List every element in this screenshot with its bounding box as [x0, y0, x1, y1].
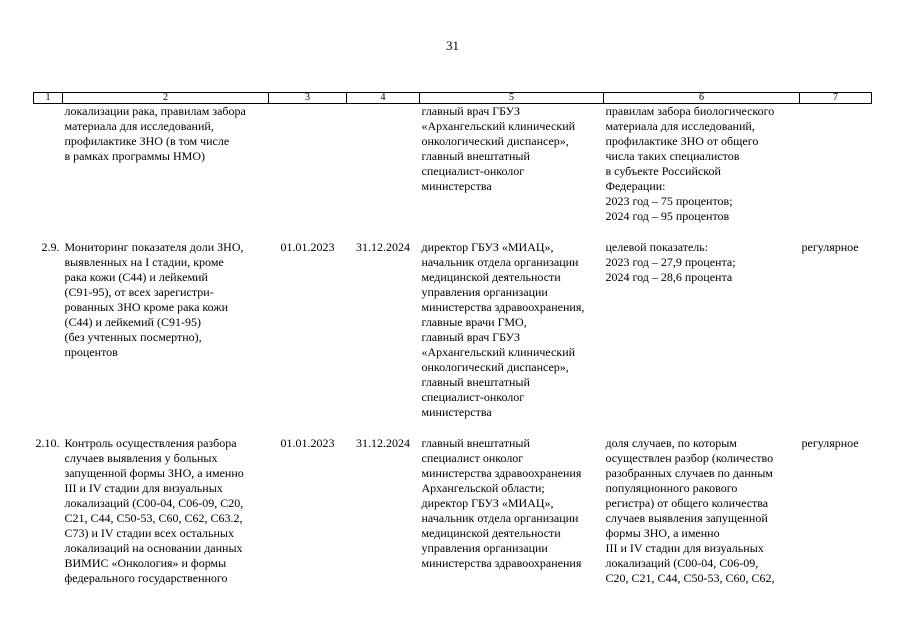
row-result: правилам забора биологического материала для исследований, профилактике ЗНО от общего числа таких специалистов в субъекте Российской Федерации: 2023 год – 75 процентов; 2024 год – 95 процентов	[605, 104, 775, 223]
row-description: Мониторинг показателя доли ЗНО, выявленных на I стадии, кроме рака кожи (C44) и лейкемий (C91-95), от всех зарегистри- рованных ЗНО кроме рака кожи (C44) и лейкемий (C91-95) (без учтенных посмертно), процентов	[64, 240, 244, 359]
column-header: 6	[604, 93, 800, 104]
column-header: 3	[269, 93, 347, 104]
column-header: 1	[34, 93, 63, 104]
table-row	[34, 240, 872, 436]
column-header: 2	[63, 93, 269, 104]
column-header: 4	[347, 93, 420, 104]
row-type: регулярное	[801, 436, 859, 450]
row-start-date: 01.01.2023	[280, 436, 335, 450]
row-result: целевой показатель: 2023 год – 27,9 процента; 2024 год – 28,6 процента	[605, 240, 736, 284]
row-type	[800, 104, 872, 241]
row-result: доля случаев, по которым осуществлен разбор (количество разобранных случаев по данным популяционного ракового регистра) от общего количества случаев выявления запущенной формы ЗНО, а именно III и IV стадии для визуальных локализаций (C00-04, C06-09, C20, C21, C44, C50-53, C60, C62,	[605, 436, 775, 585]
row-end-date: 31.12.2024	[356, 240, 410, 254]
column-header: 5	[420, 93, 604, 104]
row-number: 2.9.	[41, 240, 60, 254]
page-number: 31	[446, 38, 459, 53]
row-start-date	[269, 104, 347, 241]
row-end-date	[347, 104, 420, 241]
table-row	[34, 104, 872, 241]
table-row	[34, 436, 872, 586]
column-header: 7	[800, 93, 872, 104]
row-responsible: главный внештатный специалист онколог министерства здравоохранения Архангельской области; директор ГБУЗ «МИАЦ», начальник отдела организации медицинской деятельности управления организации министерства здравоохранения	[421, 436, 582, 570]
row-end-date: 31.12.2024	[356, 436, 410, 450]
row-description: локализации рака, правилам забора материала для исследований, профилактике ЗНО (в том числе в рамках программы НМО)	[64, 104, 246, 163]
row-number: 2.10.	[35, 436, 60, 450]
row-description: Контроль осуществления разбора случаев выявления у больных запущенной формы ЗНО, а именно III и IV стадии для визуальных локализаций (C00-04, C06-09, C20, C21, C44, C50-53, C60, C62, C63.2, C73) и IV стадии всех остальных локализаций на основании данных ВИМИС «Онкология» и формы федерального государственного	[64, 436, 244, 585]
row-responsible: директор ГБУЗ «МИАЦ», начальник отдела организации медицинской деятельности управления организации министерства здравоохранения, главные врачи ГМО, главный врач ГБУЗ «Архангельский клинический онкологический диспансер», главный внештатный специалист-онколог министерства	[421, 240, 585, 419]
row-number	[34, 104, 63, 241]
plan-table	[33, 92, 872, 586]
row-start-date: 01.01.2023	[280, 240, 335, 254]
row-responsible: главный врач ГБУЗ «Архангельский клинический онкологический диспансер», главный внештатный специалист-онколог министерства	[421, 104, 576, 193]
row-type: регулярное	[801, 240, 859, 254]
column-number-header	[34, 93, 872, 104]
